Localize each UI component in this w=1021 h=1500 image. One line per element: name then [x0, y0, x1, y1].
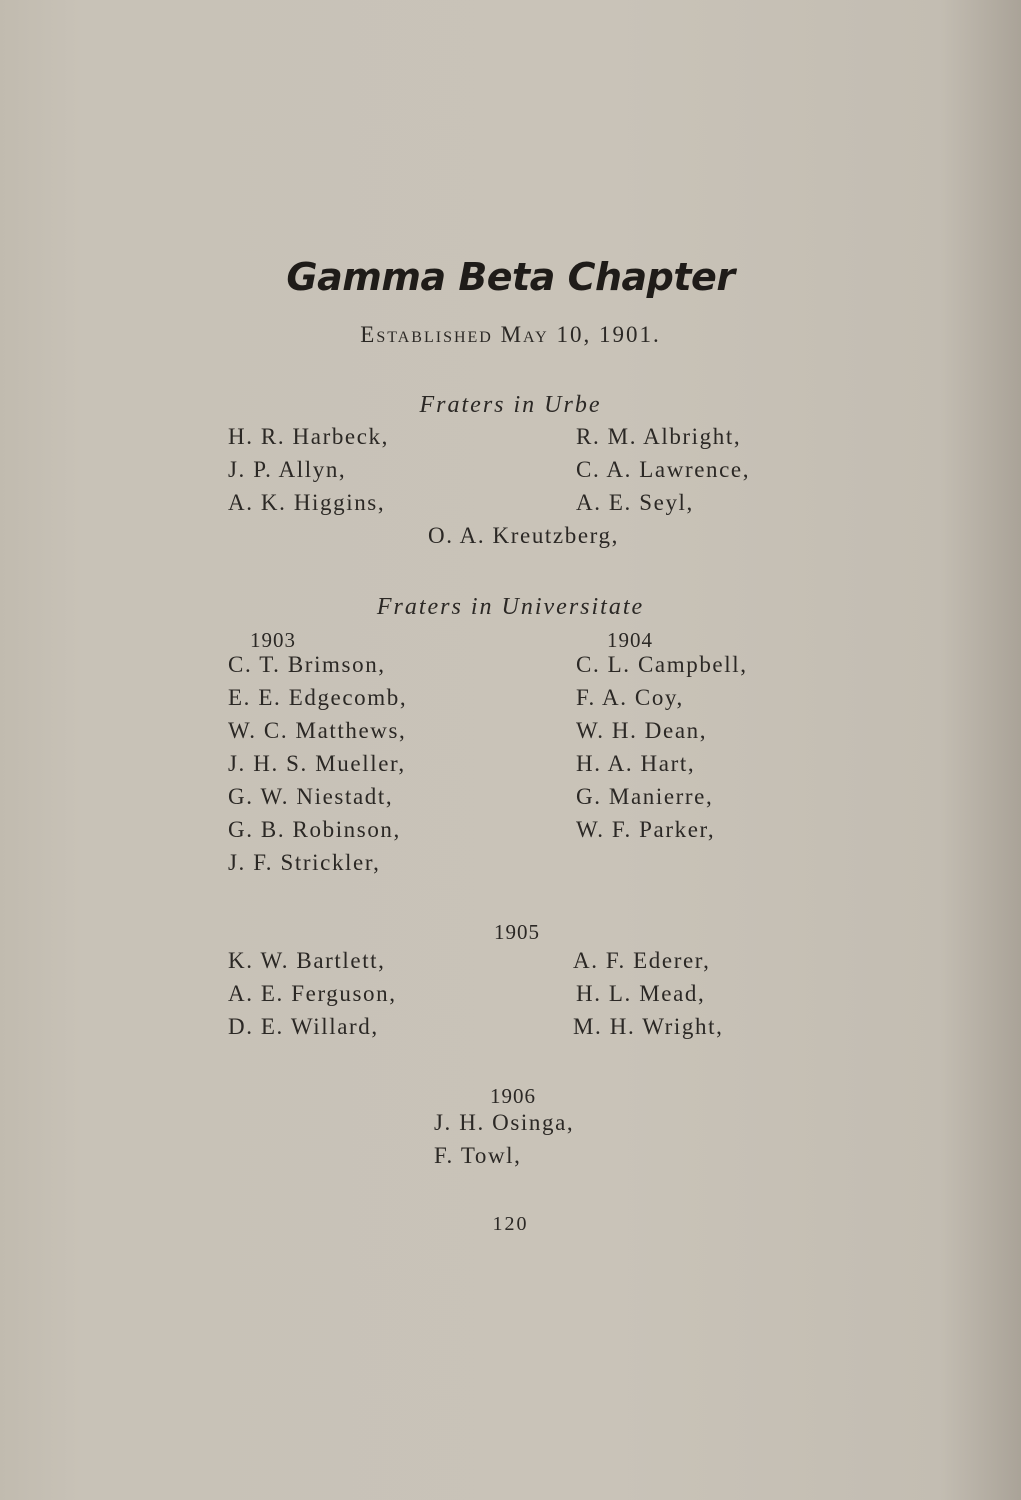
name-1903: G. B. Robinson, — [228, 817, 401, 842]
name-1905-left: D. E. Willard, — [228, 1014, 379, 1039]
name-1905-left: A. E. Ferguson, — [228, 981, 397, 1006]
urbe-right-name: A. E. Seyl, — [576, 490, 694, 515]
name-1904: W. F. Parker, — [576, 817, 716, 842]
page-number: 120 — [492, 1213, 529, 1235]
name-1905-left: K. W. Bartlett, — [228, 948, 386, 973]
name-1905-right: A. F. Ederer, — [573, 948, 711, 973]
name-1905-right: H. L. Mead, — [576, 981, 706, 1006]
year-1903: 1903 — [250, 628, 296, 652]
name-1903: G. W. Niestadt, — [228, 784, 394, 809]
name-1906: J. H. Osinga, — [434, 1110, 575, 1135]
name-1903: E. E. Edgecomb, — [228, 685, 408, 710]
name-1904: H. A. Hart, — [576, 751, 696, 776]
year-1906: 1906 — [490, 1084, 536, 1108]
name-1904: G. Manierre, — [576, 784, 714, 809]
name-1904: C. L. Campbell, — [576, 652, 748, 677]
urbe-left-name: A. K. Higgins, — [228, 490, 386, 515]
name-1905-right: M. H. Wright, — [573, 1014, 724, 1039]
urbe-right-name: C. A. Lawrence, — [576, 457, 751, 482]
heading-fraters-in-universitate: Fraters in Universitate — [376, 594, 645, 620]
name-1903: J. F. Strickler, — [228, 850, 381, 875]
name-1904: W. H. Dean, — [576, 718, 708, 743]
urbe-center-name: O. A. Kreutzberg, — [428, 523, 619, 548]
urbe-left-name: J. P. Allyn, — [228, 457, 347, 482]
urbe-right-name: R. M. Albright, — [576, 424, 742, 449]
name-1903: W. C. Matthews, — [228, 718, 407, 743]
name-1903: J. H. S. Mueller, — [228, 751, 406, 776]
established-date: Established May 10, 1901. — [360, 322, 661, 347]
year-1904: 1904 — [607, 628, 653, 652]
heading-fraters-in-urbe: Fraters in Urbe — [419, 392, 602, 418]
name-1906: F. Towl, — [434, 1143, 522, 1168]
urbe-left-name: H. R. Harbeck, — [228, 424, 389, 449]
chapter-title: Gamma Beta Chapter — [286, 255, 735, 299]
name-1904: F. A. Coy, — [576, 685, 684, 710]
name-1903: C. T. Brimson, — [228, 652, 386, 677]
year-1905: 1905 — [494, 920, 540, 944]
